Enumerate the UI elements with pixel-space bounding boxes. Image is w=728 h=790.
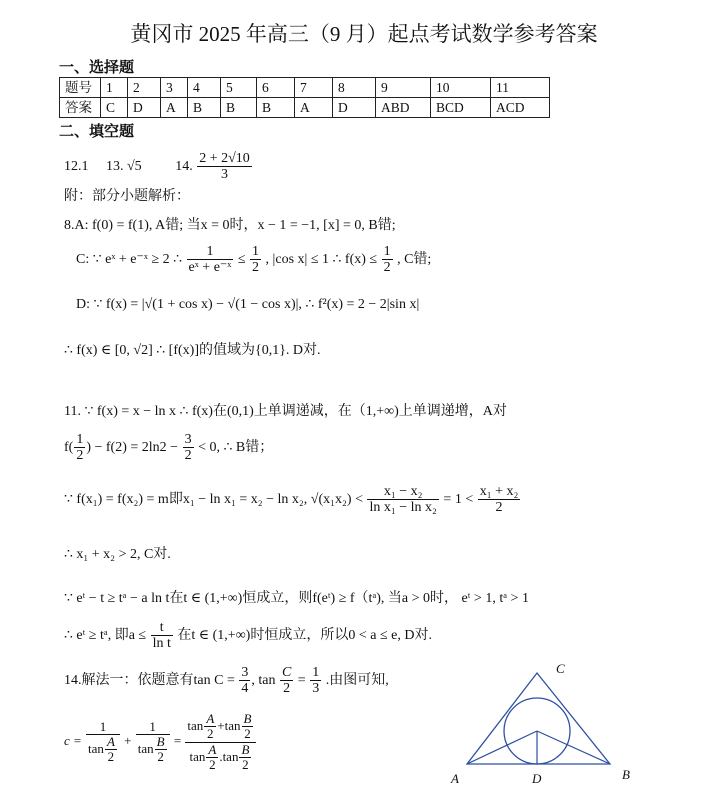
segment-incenter-to-a bbox=[467, 731, 537, 764]
table-cell-answer-label: 答案 bbox=[60, 98, 101, 118]
fraction-numerator: t bbox=[151, 620, 173, 636]
q11-l3-a: ∵ f(x₁) = f(x₂) = m即x₁ − ln x₁ = x₂ − ln x₂, √(x₁x₂) < bbox=[64, 492, 363, 508]
label-d: D bbox=[532, 771, 542, 785]
fraction-denominator: 2 bbox=[383, 260, 391, 276]
table-cell-answer: BCD bbox=[431, 98, 491, 118]
q11-line-3 bbox=[64, 484, 521, 516]
label-a: A bbox=[451, 771, 459, 785]
fraction-numerator: 1 bbox=[383, 244, 391, 259]
fraction-denominator: 2 bbox=[76, 448, 84, 464]
section-heading-fill: 二、填空题 bbox=[59, 122, 135, 140]
q11-l3-b: = 1 < bbox=[443, 492, 474, 508]
q14-line-1 bbox=[64, 665, 389, 697]
answer-q12: 12.1 bbox=[64, 159, 89, 175]
q14-l1-d: .由图可知, bbox=[325, 673, 389, 689]
q8-c-half-2 bbox=[382, 244, 393, 276]
q11-l3-frac bbox=[367, 484, 438, 516]
table-cell-number: 11 bbox=[491, 78, 550, 98]
fraction-denominator bbox=[185, 743, 256, 773]
fraction-denominator: ln x₁ − ln x₂ bbox=[369, 500, 437, 516]
fraction-denominator: 3 bbox=[220, 167, 228, 183]
fraction-numerator: B bbox=[243, 711, 252, 726]
tan-text: tan bbox=[187, 717, 204, 733]
q14-frac-C2 bbox=[280, 665, 293, 697]
q8-line-a: 8.A: f(0) = f(1), A错; 当x = 0时，x − 1 = −1, [x] = 0, B错; bbox=[64, 218, 396, 233]
q14-l1-a: 14.解法一：依题意有tan C = bbox=[64, 673, 235, 689]
fraction-denominator bbox=[86, 735, 120, 765]
answer-q13-label: 13. bbox=[106, 159, 124, 175]
answer-q14-label: 14. bbox=[175, 159, 193, 175]
q8-line-d: D: ∵ f(x) = |√(1 + cos x) − √(1 − cos x)|, ∴ f²(x) = 2 − 2|sin x| bbox=[76, 297, 420, 312]
q11-l3-frac2 bbox=[478, 484, 521, 516]
q8-conclusion: ∴ f(x) ∈ [0, √2] ∴ [f(x)]的值域为{0,1}. D对. bbox=[64, 343, 321, 358]
fraction-denominator: 2 bbox=[107, 749, 115, 765]
fraction-numerator: 1 bbox=[187, 244, 234, 260]
segment-incenter-to-b bbox=[537, 731, 610, 764]
fraction-denominator bbox=[136, 735, 170, 765]
section-heading-choice: 一、选择题 bbox=[59, 58, 135, 76]
table-cell-answer: C bbox=[101, 98, 128, 118]
q11-line-6 bbox=[64, 620, 432, 652]
fraction-denominator: eˣ + e⁻ˣ bbox=[188, 260, 232, 276]
q11-l2-frac2 bbox=[183, 432, 194, 464]
fraction-numerator: 1 bbox=[252, 244, 260, 259]
table-cell-answer: B bbox=[221, 98, 257, 118]
formula-term-2 bbox=[136, 720, 170, 765]
table-row-answers bbox=[60, 98, 550, 118]
formula-term-3 bbox=[185, 712, 256, 772]
q11-line-5: ∵ eᵗ − t ≥ tᵃ − a ln t在t ∈ (1,+∞)恒成立，则f(eᵗ) ≥ f（tᵃ), 当a > 0时， eᵗ > 1, tᵃ > 1 bbox=[64, 591, 529, 606]
table-cell-answer: B bbox=[188, 98, 221, 118]
table-row-numbers bbox=[60, 78, 550, 98]
q11-line-1: 11. ∵ f(x) = x − ln x ∴ f(x)在(0,1)上单调递减，在（1,+∞)上单调递增，A对 bbox=[64, 404, 507, 419]
q11-l6-b: 在t ∈ (1,+∞)时恒成立，所以0 < a ≤ e, D对. bbox=[177, 628, 432, 644]
q8-c-mid2: , |cos x| ≤ 1 ∴ f(x) ≤ bbox=[265, 252, 378, 268]
tan-text: tan bbox=[88, 740, 104, 756]
table-cell-answer: D bbox=[333, 98, 376, 118]
q11-line-2 bbox=[64, 432, 273, 464]
formula-c-eq: c = bbox=[64, 733, 82, 749]
page-title: 黄冈市 2025 年高三（9 月）起点考试数学参考答案 bbox=[130, 22, 598, 46]
fraction-denominator: 2 bbox=[157, 749, 164, 765]
q8-c-half bbox=[250, 244, 261, 276]
table-cell-number: 6 bbox=[257, 78, 295, 98]
fraction-denominator: 4 bbox=[241, 681, 249, 697]
table-cell-answer: A bbox=[161, 98, 188, 118]
inner-frac bbox=[204, 712, 216, 742]
fraction-numerator: 3 bbox=[184, 432, 192, 447]
fraction-numerator: A bbox=[206, 711, 215, 726]
fraction-denominator: 2 bbox=[244, 726, 251, 742]
dot-tan-text: .tan bbox=[219, 748, 239, 764]
appendix-heading: 附：部分小题解析： bbox=[64, 189, 190, 204]
formula-term-1 bbox=[86, 720, 120, 765]
table-cell-number: 8 bbox=[333, 78, 376, 98]
inner-frac bbox=[155, 735, 167, 765]
fraction-numerator: x₁ + x₂ bbox=[479, 484, 519, 499]
answer-table bbox=[59, 77, 550, 118]
table-cell-number: 3 bbox=[161, 78, 188, 98]
q14-formula bbox=[64, 712, 257, 772]
fraction-denominator: 2 bbox=[207, 726, 214, 742]
fraction-numerator: 1 bbox=[86, 720, 120, 735]
q11-l2-b: ) − f(2) = 2ln2 − bbox=[86, 440, 179, 456]
fraction-numerator: 1 bbox=[312, 665, 320, 680]
q8-c-mid: ≤ bbox=[237, 252, 246, 268]
table-cell-answer: D bbox=[128, 98, 161, 118]
q11-l2-a: f( bbox=[64, 440, 74, 456]
inner-frac bbox=[206, 743, 218, 773]
formula-plus: + bbox=[124, 733, 132, 749]
fraction-numerator: 1 bbox=[136, 720, 170, 735]
fraction-denominator: 3 bbox=[312, 681, 320, 697]
q8-c-fraction bbox=[187, 244, 234, 276]
q14-l1-c: = bbox=[297, 673, 306, 689]
q8-c-prefix: C: ∵ eˣ + e⁻ˣ ≥ 2 ∴ bbox=[76, 252, 183, 268]
fill-answers bbox=[64, 151, 253, 183]
table-cell-number: 2 bbox=[128, 78, 161, 98]
table-cell-header-label: 题号 bbox=[60, 78, 101, 98]
q8-line-c bbox=[76, 244, 431, 276]
inner-frac bbox=[239, 743, 251, 773]
triangle-abc bbox=[467, 673, 610, 764]
fraction-numerator: 1 bbox=[76, 432, 84, 447]
fraction-denominator: 2 bbox=[242, 756, 249, 772]
fraction-numerator bbox=[185, 712, 256, 743]
table-cell-answer: ABD bbox=[376, 98, 431, 118]
q8-c-tail: , C错; bbox=[397, 252, 432, 268]
fraction-denominator: 2 bbox=[252, 260, 260, 276]
answer-q14-fraction bbox=[197, 151, 252, 183]
fraction-denominator: 2 bbox=[283, 681, 291, 697]
triangle-incircle-diagram bbox=[440, 655, 640, 785]
answer-q13-value: √5 bbox=[127, 159, 142, 175]
fraction-numerator: x₁ − x₂ bbox=[367, 484, 438, 500]
fraction-numerator: 2 + 2√10 bbox=[199, 151, 250, 166]
table-cell-number: 4 bbox=[188, 78, 221, 98]
q11-l6-a: ∴ eᵗ ≥ tᵃ, 即a ≤ bbox=[64, 628, 147, 644]
label-c: C bbox=[556, 661, 565, 676]
table-cell-number: 1 bbox=[101, 78, 128, 98]
table-cell-answer: B bbox=[257, 98, 295, 118]
fraction-denominator: 2 bbox=[495, 500, 503, 516]
q14-l1-b: , tan bbox=[251, 673, 276, 689]
table-cell-number: 9 bbox=[376, 78, 431, 98]
q14-frac-third bbox=[310, 665, 321, 697]
fraction-numerator: A bbox=[208, 741, 217, 757]
tan-text: tan bbox=[137, 740, 154, 756]
inner-frac bbox=[242, 712, 254, 742]
fraction-denominator: 2 bbox=[209, 756, 216, 772]
table-cell-number: 5 bbox=[221, 78, 257, 98]
formula-eq: = bbox=[173, 733, 182, 749]
table-cell-answer: A bbox=[295, 98, 333, 118]
q11-l2-frac bbox=[74, 432, 85, 464]
fraction-numerator: A bbox=[106, 733, 115, 749]
tan-text: tan bbox=[189, 748, 206, 764]
fraction-numerator: B bbox=[156, 733, 165, 749]
q14-frac-tanC bbox=[239, 665, 250, 697]
fraction-denominator: 2 bbox=[184, 448, 192, 464]
fraction-denominator: ln t bbox=[152, 636, 171, 652]
fraction-numerator: 3 bbox=[241, 665, 249, 680]
table-cell-answer: ACD bbox=[491, 98, 550, 118]
fraction-numerator: C bbox=[281, 665, 292, 680]
table-cell-number: 7 bbox=[295, 78, 333, 98]
tan-text: tan bbox=[224, 717, 241, 733]
fraction-numerator: B bbox=[241, 741, 250, 757]
q11-l6-frac bbox=[151, 620, 173, 652]
table-cell-number: 10 bbox=[431, 78, 491, 98]
q11-l2-c: < 0, ∴ B错； bbox=[198, 440, 274, 456]
inner-frac bbox=[105, 735, 117, 765]
plus-text: + bbox=[217, 717, 225, 733]
q11-line-4: ∴ x₁ + x₂ > 2, C对. bbox=[64, 547, 171, 562]
label-b: B bbox=[622, 767, 630, 782]
